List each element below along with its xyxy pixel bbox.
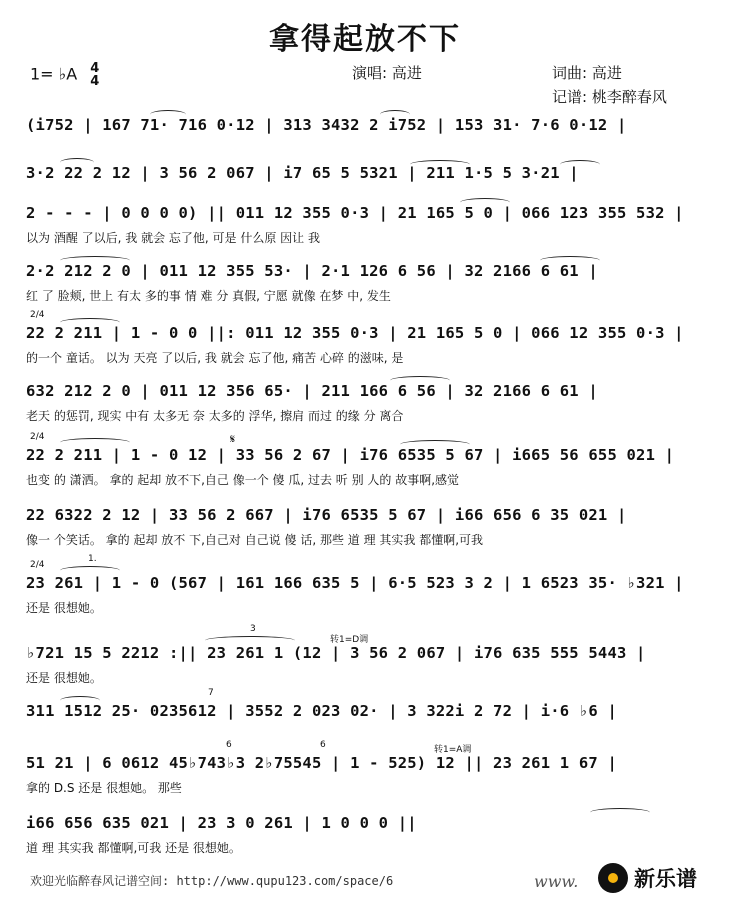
modulation-mark: 转1=D调 bbox=[330, 635, 369, 645]
modulation-mark: 转1=A调 bbox=[434, 745, 472, 755]
slur-arc bbox=[400, 440, 470, 449]
triplet-mark: 3 bbox=[250, 624, 256, 634]
notation-line: 22 6322 2 12 | 33 56 2 667 | i76 6535 5 67 | i66 656 6 35 021 | bbox=[26, 506, 627, 524]
lyrics-line: 也变 的 潇洒。 拿的 起却 放不下,自己 像一个 傻 瓜, 过去 听 别 人的 故事啊,感觉 bbox=[26, 473, 460, 487]
lyrics-line: 拿的 D.S 还是 很想她。 那些 bbox=[26, 781, 182, 795]
notation-line: (i752 | 167 71· 716 0·12 | 313 3432 2 i752 | 153 31· 7·6 0·12 | bbox=[26, 116, 627, 134]
slur-arc bbox=[410, 160, 470, 169]
slur-arc bbox=[60, 158, 94, 167]
composer-credit: 词曲: 高进 bbox=[552, 64, 622, 82]
lyrics-line: 的一个 童话。 以为 天亮 了以后, 我 就会 忘了他, 痛苦 心碎 的滋味, 是 bbox=[26, 351, 404, 365]
meter-change: 2/4 bbox=[30, 560, 45, 570]
lyrics-line: 老天 的惩罚, 现实 中有 太多无 奈 太多的 浮华, 擦肩 而过 的缘 分 离合 bbox=[26, 409, 404, 423]
slur-arc bbox=[60, 318, 120, 327]
septuplet-mark: 7 bbox=[208, 688, 214, 698]
lyrics-line: 像一 个笑话。 拿的 起却 放不 下,自己对 自己说 傻 话, 那些 道 理 其实我 都懂啊,可我 bbox=[26, 533, 484, 547]
notation-line: 23 261 | 1 - 0 (567 | 161 166 635 5 | 6·5 523 3 2 | 1 6523 35· ♭321 | bbox=[26, 574, 684, 592]
time-signature bbox=[90, 62, 99, 88]
score-row-8 bbox=[26, 504, 702, 548]
key-label: 1= ♭A bbox=[30, 64, 78, 84]
lyrics-line: 道 理 其实我 都懂啊,可我 还是 很想她。 bbox=[26, 841, 241, 855]
page-title: 拿得起放不下 bbox=[269, 22, 461, 57]
score-row-2 bbox=[26, 162, 702, 206]
sextuplet-mark: 6 bbox=[226, 740, 232, 750]
lyrics-line: 还是 很想她。 bbox=[26, 601, 102, 615]
meter-change: 2/4 bbox=[30, 310, 45, 320]
lyrics-line: 红 了 脸颊, 世上 有太 多的事 情 难 分 真假, 宁愿 就像 在梦 中, 发生 bbox=[26, 289, 391, 303]
notation-line: 22 2 211 | 1 - 0 12 | 33 56 2 67 | i76 6535 5 67 | i665 56 655 021 | bbox=[26, 446, 675, 464]
brand-logo bbox=[598, 860, 726, 896]
slur-arc bbox=[60, 438, 130, 447]
notation-line: ♭721 15 5 2212 :|| 23 261 1 (12 | 3 56 2 067 | i76 635 555 5443 | bbox=[26, 644, 646, 662]
watermark: www. bbox=[534, 872, 579, 891]
slur-arc bbox=[150, 110, 186, 119]
score-row-10 bbox=[26, 624, 702, 686]
slur-arc bbox=[460, 198, 510, 207]
score-row-6 bbox=[26, 380, 702, 424]
slur-arc bbox=[60, 566, 120, 575]
brand-name: 新乐谱 bbox=[634, 867, 697, 891]
lyrics-line: 以为 酒醒 了以后, 我 就会 忘了他, 可是 什么原 因让 我 bbox=[26, 231, 320, 245]
score-row-11 bbox=[26, 688, 702, 722]
notation-line: 632 212 2 0 | 011 12 356 65· | 211 166 6 56 | 32 2166 6 61 | bbox=[26, 382, 598, 400]
segno-sign: 𝄋 bbox=[230, 432, 236, 446]
notation-line: i66 656 635 021 | 23 3 0 261 | 1 0 0 0 || bbox=[26, 814, 417, 832]
slur-arc bbox=[590, 808, 650, 817]
time-top: 4 bbox=[90, 61, 100, 76]
footer-text: 欢迎光临醉春风记谱空间: http://www.qupu123.com/space/6 bbox=[30, 874, 394, 888]
score-row-3 bbox=[26, 202, 702, 246]
notation-line: 2·2 212 2 0 | 011 12 355 53· | 2·1 126 6 56 | 32 2166 6 61 | bbox=[26, 262, 598, 280]
score-row-12 bbox=[26, 740, 702, 796]
volta-bracket: 1. bbox=[88, 554, 97, 564]
singer-credit: 演唱: 高进 bbox=[352, 64, 422, 82]
slur-arc bbox=[560, 160, 600, 169]
lyrics-line bbox=[26, 142, 702, 158]
vinyl-disc-icon bbox=[598, 863, 628, 893]
slur-arc bbox=[60, 696, 100, 705]
sextuplet-mark: 6 bbox=[320, 740, 326, 750]
notation-line: 311 1512 25· 0235612 | 3552 2 023 02· | 3 322i 2 72 | i·6 ♭6 | bbox=[26, 702, 617, 720]
lyrics-line: 还是 很想她。 bbox=[26, 671, 102, 685]
score-row-4 bbox=[26, 260, 702, 304]
score-row-9 bbox=[26, 554, 702, 616]
slur-arc bbox=[380, 110, 410, 119]
notation-line: 3·2 22 2 12 | 3 56 2 067 | i7 65 5 5321 | 211 1·5 5 3·21 | bbox=[26, 164, 579, 182]
meter-change: 2/4 bbox=[30, 432, 45, 442]
score-row-5 bbox=[26, 310, 702, 366]
notation-line: 2 - - - | 0 0 0 0) || 011 12 355 0·3 | 21 165 5 0 | 066 123 355 532 | bbox=[26, 204, 684, 222]
time-bottom: 4 bbox=[90, 74, 100, 89]
slur-arc bbox=[390, 376, 450, 385]
slur-arc bbox=[205, 636, 295, 645]
slur-arc bbox=[60, 256, 130, 265]
notator-credit: 记谱: 桃李醉春风 bbox=[552, 88, 667, 106]
score-row-13 bbox=[26, 812, 702, 856]
key-signature bbox=[30, 62, 99, 88]
score-row-1 bbox=[26, 114, 702, 158]
slur-arc bbox=[540, 256, 600, 265]
notation-line: 51 21 | 6 0612 45♭743♭3 2♭75545 | 1 - 525) 12 || 23 261 1 67 | bbox=[26, 754, 617, 772]
score-row-7 bbox=[26, 432, 702, 488]
notation-line: 22 2 211 | 1 - 0 0 ||: 011 12 355 0·3 | 21 165 5 0 | 066 12 355 0·3 | bbox=[26, 324, 684, 342]
